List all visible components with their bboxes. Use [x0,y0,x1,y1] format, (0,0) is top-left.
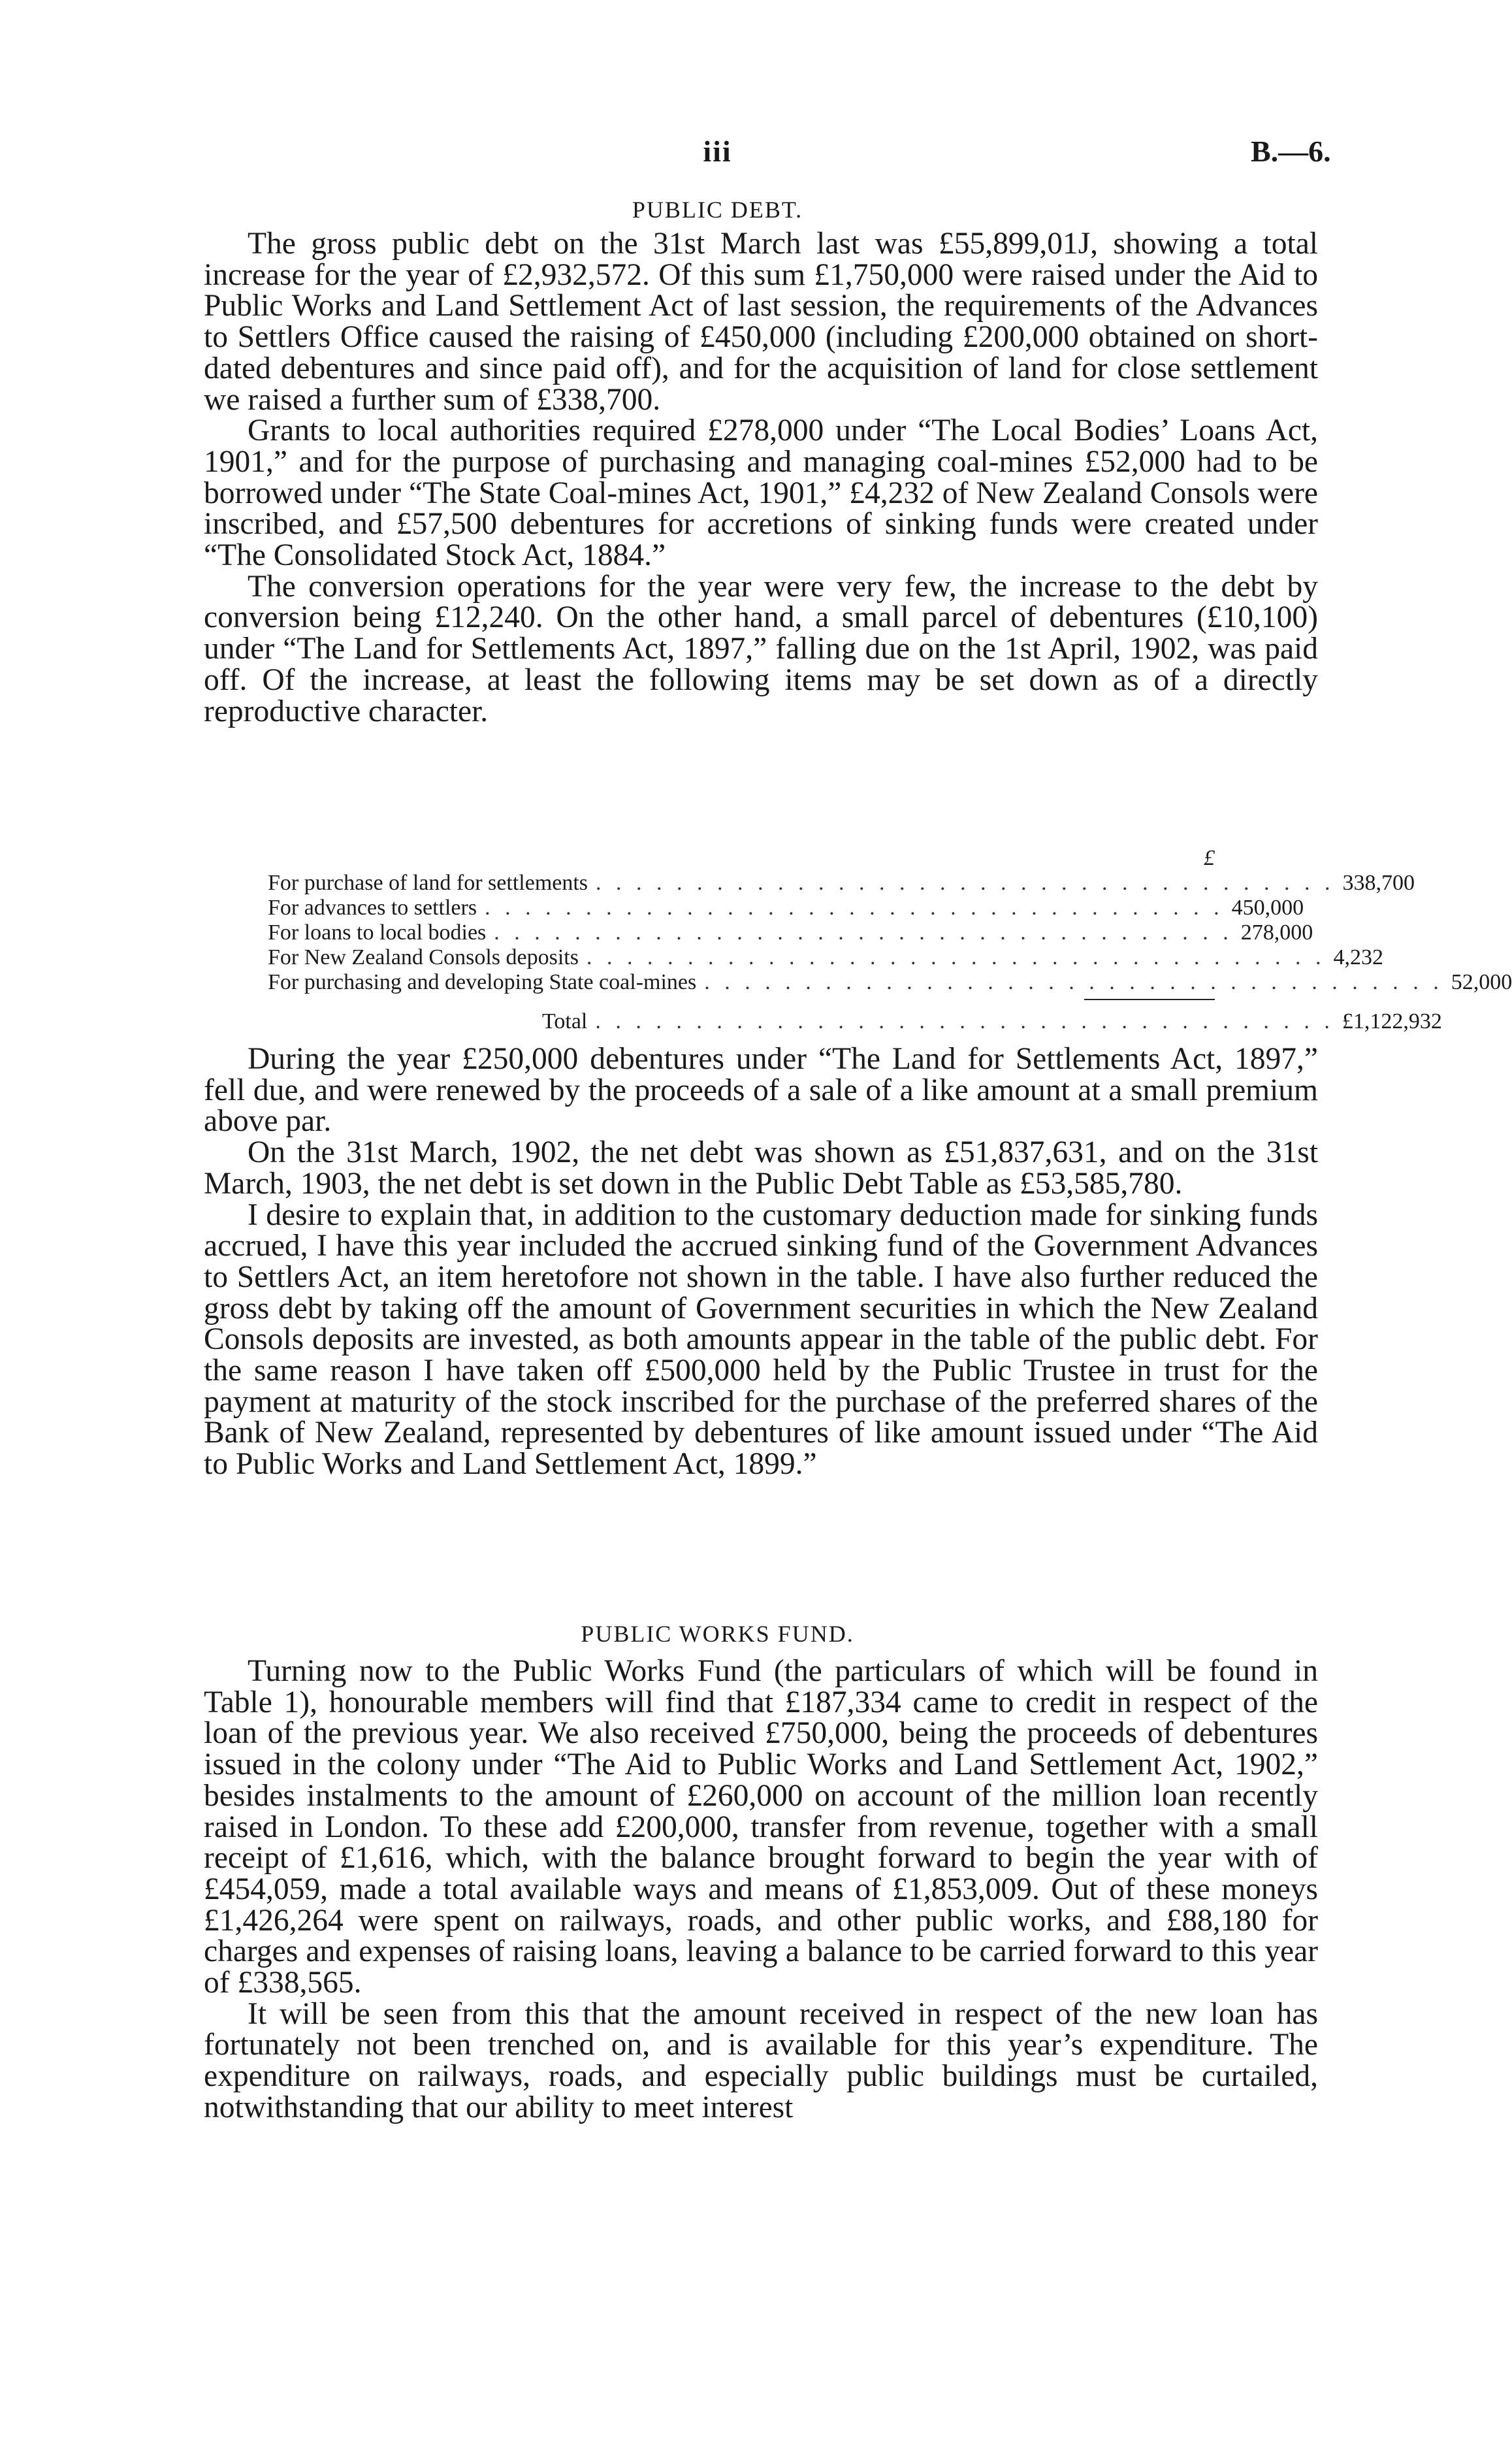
row-amount: 52,000 [1451,970,1512,994]
dot-leader: . . . . . . . . . . . . . . . . . . . . . . . . . . . . . . . . . . . . . [595,1009,1334,1033]
public-debt-intro [204,229,1318,727]
paragraph: During the year £250,000 debentures under “The Land for Settlements Act, 1897,” fell due, and were renewed by the proceeds of a sale of a like amount at a small premium above par. [204,1042,1318,1139]
row-amount: 278,000 [1240,920,1313,945]
paragraph: I desire to explain that, in addition to the customary deduction made for sinking funds accrued, I have this year included the accrued sinking fund of the Government Advances to Settlers Act, an item heretofore not shown in the table. I have also further reduced the gross debt by taking off the amount of Government securities in which the New Zealand Consols deposits are invested, as both amounts appear in the table of the public debt. For the same reason I have taken off £500,000 held by the Public Trustee in trust for the payment at maturity of the stock inscribed for the purchase of the preferred shares of the Bank of New Zealand, represented by debentures of like amount issued under “The Aid to Public Works and Land Settlement Act, 1899.” [204,1197,1318,1482]
dot-leader: . . . . . . . . . . . . . . . . . . . . . . . . . . . . . . . . . . . . . [494,920,1233,945]
table-row [268,970,1512,995]
public-debt-heading: PUBLIC DEBT. [632,197,803,223]
row-amount: 450,000 [1231,896,1304,920]
page-reference: B.—6. [1251,135,1331,168]
paragraph: The conversion operations for the year were very few, the increase to the debt by conversion being £12,240. On the other hand, a small parcel of debentures (£10,100) under “The Land for Settlements Act, 1897,” falling due on the 1st April, 1902, was paid off. Of the increase, at least the following items may be set down as of a directly reproductive character. [204,569,1318,728]
paragraph: Grants to local authorities required £278,000 under “The Local Bodies’ Loans Act, 1901,” and for the purpose of purchasing and managing coal-mines £52,000 had to be borrowed under “The State Coal-mines Act, 1901,” £4,232 of New Zealand Consols were inscribed, and £57,500 debentures for accretions of sinking funds were created under “The Consolidated Stock Act, 1884.” [204,414,1318,573]
paragraph: On the 31st March, 1902, the net debt was shown as £51,837,631, and on the 31st March, 1903, the net debt is set down in the Public Debt Table as £53,585,780. [204,1135,1318,1201]
row-label: For purchase of land for settlements [268,871,588,895]
row-label: For purchasing and developing State coal-mines [268,970,697,994]
paragraph: It will be seen from this that the amount received in respect of the new loan has fortunately not been trenched on, and is available for this year’s expenditure. The expenditure on railways, roads, and especially public buildings must be curtailed, notwithstanding that our ability to meet interest [204,1996,1318,2124]
row-label: For New Zealand Consols deposits [268,945,579,969]
paragraph: Turning now to the Public Works Fund (the particulars of which will be found in Table 1), honourable members will find that £187,334 came to credit in respect of the loan of the previous year. We also received £750,000, being the proceeds of debentures issued in the colony under “The Aid to Public Works and Land Settlement Act, 1902,” besides instalments to the amount of £260,000 on account of the million loan recently raised in London. To these add £200,000, transfer from revenue, together with a small receipt of £1,616, which, with the balance brought forward to begin the year with of £454,059, made a total available ways and means of £1,853,009. Out of these moneys £1,426,264 were spent on railways, roads, and other public works, and £88,180 for charges and expenses of raising loans, leaving a balance to be carried forward to this year of £338,565. [204,1654,1318,2000]
row-amount: 338,700 [1342,871,1415,895]
paragraph: The gross public debt on the 31st March last was £55,899,01J, showing a total increase for the year of £2,932,572. Of this sum £1,750,000 were raised under the Aid to Public Works and Land Settlement Act of last session, the requirements of the Advances to Settlers Office caused the raising of £450,000 (including £200,000 obtained on short-dated debentures and since paid off), and for the acquisition of land for close settlement we raised a further sum of £338,700. [204,227,1318,417]
table-row [268,896,1304,920]
row-label: For advances to settlers [268,896,477,920]
table-total-row [268,1009,1442,1034]
row-amount: 4,232 [1333,945,1383,969]
currency-unit: £ [1204,846,1215,870]
table-row [268,871,1415,896]
dot-leader: . . . . . . . . . . . . . . . . . . . . . . . . . . . . . . . . . . . . . [596,871,1335,895]
public-works-fund-heading: PUBLIC WORKS FUND. [581,1621,854,1647]
total-amount: £1,122,932 [1342,1009,1442,1033]
row-label: For loans to local bodies [268,920,487,945]
public-debt-continued [204,1044,1318,1480]
table-row [268,920,1313,945]
total-label: Total [542,1009,588,1033]
dot-leader: . . . . . . . . . . . . . . . . . . . . . . . . . . . . . . . . . . . . . [586,945,1326,969]
dot-leader: . . . . . . . . . . . . . . . . . . . . . . . . . . . . . . . . . . . . . [485,896,1224,920]
total-rule [1084,999,1215,1000]
dot-leader: . . . . . . . . . . . . . . . . . . . . . . . . . . . . . . . . . . . . . [704,970,1443,994]
page-number: iii [703,135,732,168]
public-works-fund-body [204,1656,1318,2124]
reproductive-items-table [268,846,1512,1034]
table-row [268,945,1383,970]
